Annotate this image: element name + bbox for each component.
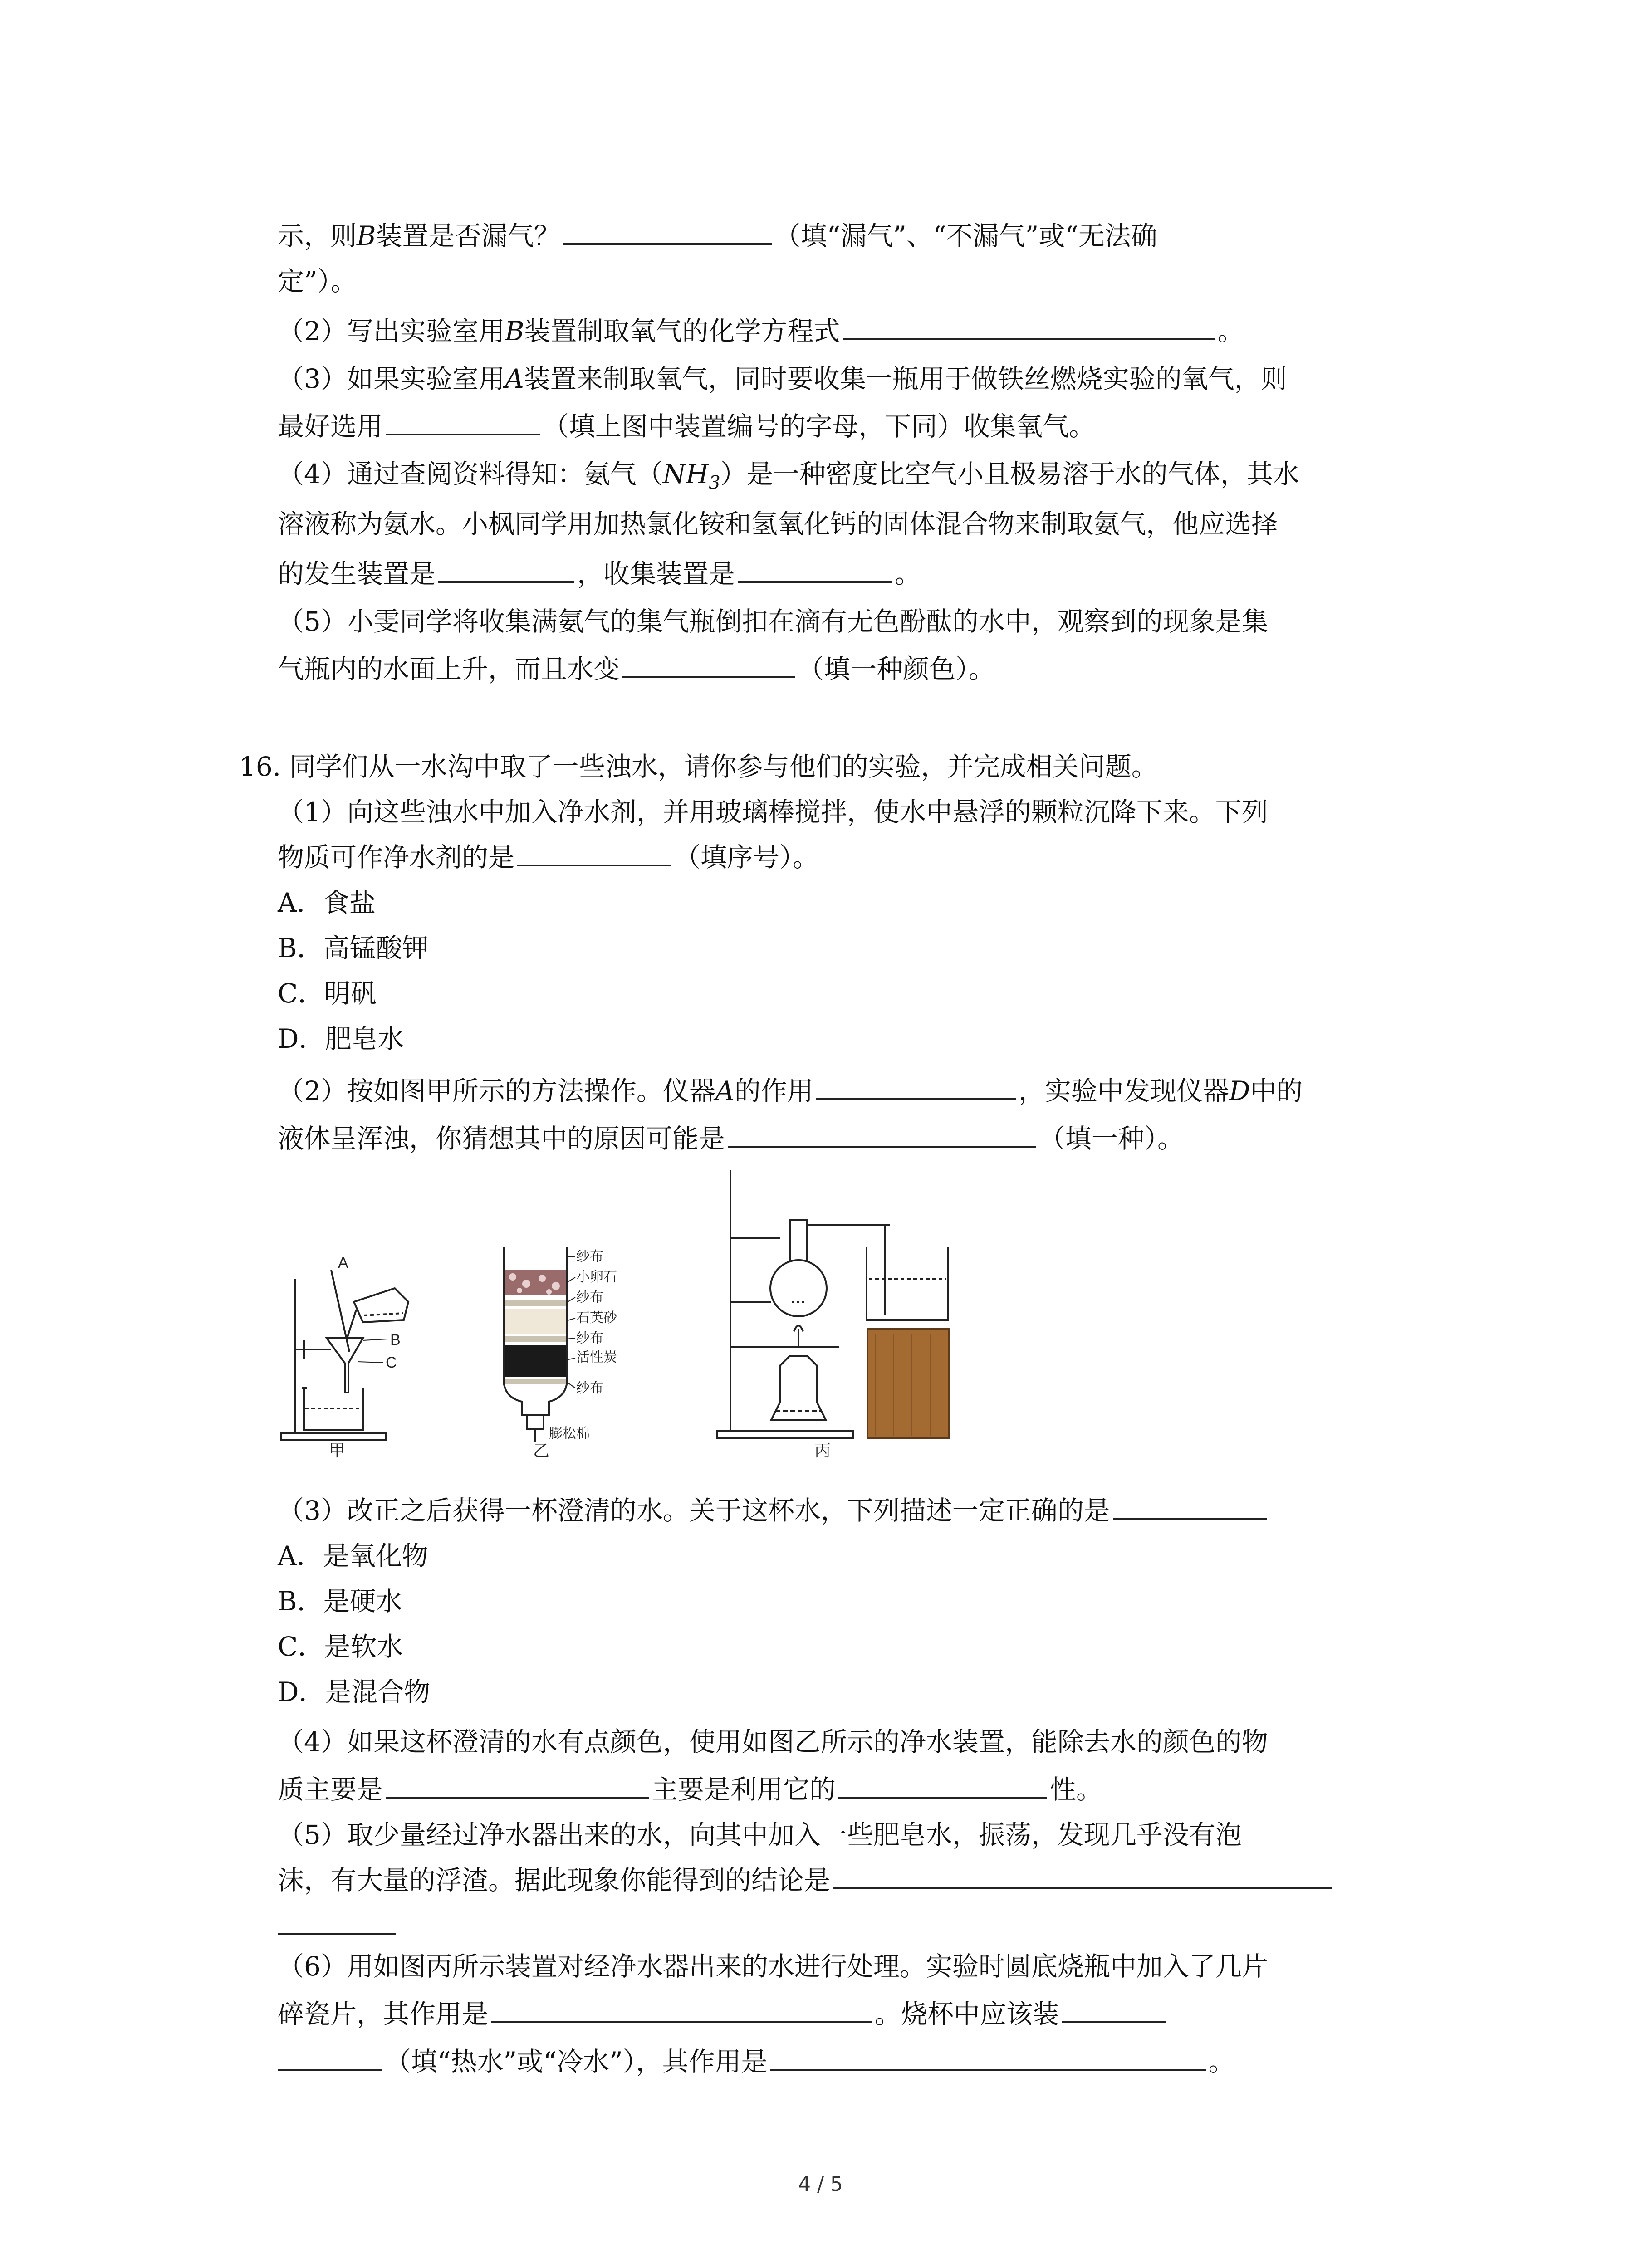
figure-bing-distillation	[712, 1166, 1003, 1447]
q16-stem	[239, 744, 1401, 789]
text: （2）按如图甲所示的方法操作。仪器	[278, 1075, 715, 1106]
figure-bing-caption: 丙	[814, 1442, 831, 1460]
q16-option-d[interactable]	[278, 1016, 1439, 1061]
text: （填“热水”或“冷水”），其作用是	[385, 2046, 768, 2077]
q16-part-4	[278, 1719, 1439, 1765]
answer-blank[interactable]	[491, 1995, 872, 2023]
answer-blank[interactable]	[563, 217, 772, 245]
q16-part-2-line-2	[278, 1116, 1439, 1161]
q15-part-4-line-2	[278, 501, 1439, 547]
answer-blank[interactable]	[622, 650, 795, 678]
q15-part-5	[278, 599, 1439, 644]
answer-blank[interactable]	[278, 2043, 382, 2071]
question-number: 16.	[239, 751, 281, 782]
text: 物质可作净水剂的是	[278, 842, 515, 873]
text: 装置制取氧气的化学方程式	[524, 316, 840, 347]
text: 的作用	[734, 1075, 813, 1106]
option-label: D．肥皂水	[278, 1023, 404, 1054]
text: 装置来制取氧气，同时要收集一瓶用于做铁丝燃烧实验的氧气，则	[524, 363, 1287, 394]
text: 示，则	[278, 220, 357, 251]
text: 。	[1217, 316, 1244, 347]
q16-part-3-option-b[interactable]	[278, 1579, 1439, 1624]
answer-blank[interactable]	[770, 2043, 1206, 2071]
text: （5）小雯同学将收集满氨气的集气瓶倒扣在滴有无色酚酞的水中，观察到的现象是集	[278, 606, 1268, 637]
q16-part-5	[278, 1812, 1439, 1857]
text: （3）改正之后获得一杯澄清的水。关于这杯水，下列描述一定正确的是	[278, 1495, 1110, 1526]
figure-jia-caption: 甲	[329, 1442, 346, 1460]
text: （填一种颜色）。	[798, 654, 995, 684]
q16-option-a[interactable]	[278, 880, 1439, 925]
text: 液体呈浑浊，你猜想其中的原因可能是	[278, 1123, 725, 1154]
answer-blank[interactable]	[816, 1072, 1016, 1100]
text: 质主要是	[278, 1774, 383, 1805]
page-number: 4 / 5	[798, 2173, 843, 2196]
text: 最好选用	[278, 411, 383, 442]
option-label: D．是混合物	[278, 1677, 431, 1707]
q15-line-2	[278, 259, 1439, 304]
answer-blank[interactable]	[838, 1770, 1047, 1799]
text: （6）用如图丙所示装置对经净水器出来的水进行处理。实验时圆底烧瓶中加入了几片	[278, 1951, 1268, 1982]
text: （填“漏气”、“不漏气”或“无法确	[774, 220, 1157, 251]
q16-option-c[interactable]	[278, 971, 1439, 1016]
answer-blank[interactable]	[728, 1119, 1036, 1148]
text: 。	[1208, 2046, 1235, 2077]
q16-part-2	[278, 1068, 1439, 1114]
q15-part-2	[278, 308, 1439, 354]
text: 定”）。	[278, 266, 357, 297]
q16-part-3-option-a[interactable]	[278, 1533, 1439, 1579]
answer-blank[interactable]	[833, 1861, 1332, 1889]
layer-label: 小卵石	[576, 1270, 617, 1285]
q15-part-4	[278, 451, 1439, 506]
answer-blank[interactable]	[438, 555, 574, 583]
q16-option-b[interactable]	[278, 925, 1439, 971]
text: 溶液称为氨水。小枫同学用加热氯化铵和氢氧化钙的固体混合物来制取氨气，他应选择	[278, 508, 1278, 539]
q16-part-3	[278, 1488, 1439, 1533]
instrument-letter: D	[1229, 1075, 1250, 1106]
answer-blank[interactable]	[1062, 1995, 1166, 2023]
q16-part-6-line-2	[278, 1991, 1439, 2037]
text: 性。	[1050, 1774, 1103, 1805]
option-label: B．高锰酸钾	[278, 933, 429, 963]
option-label: C．是软水	[278, 1631, 403, 1662]
figure-yi-caption: 乙	[533, 1442, 550, 1460]
text: 气瓶内的水面上升，而且水变	[278, 654, 620, 684]
text: ）是一种密度比空气小且极易溶于水的气体，其水	[720, 459, 1299, 489]
q15-line-1	[278, 213, 1439, 259]
layer-label: 纱布	[576, 1381, 603, 1396]
answer-blank[interactable]	[386, 407, 540, 435]
q15-part-3-line-2	[278, 404, 1439, 449]
q15-part-4-line-3	[278, 551, 1439, 596]
text: （2）写出实验室用	[278, 316, 505, 347]
text: 中的	[1250, 1075, 1303, 1106]
device-letter: A	[505, 363, 524, 394]
answer-blank[interactable]	[738, 555, 892, 583]
text: （填一种）。	[1039, 1123, 1184, 1154]
q16-part-6-line-3	[278, 2039, 1439, 2084]
figure-jia-filtration	[277, 1243, 440, 1479]
text: （填序号）。	[674, 842, 819, 873]
layer-label: 石英砂	[576, 1310, 617, 1325]
q16-part-6	[278, 1944, 1439, 1989]
q16-part-1	[278, 789, 1439, 835]
device-letter: B	[505, 316, 524, 347]
text: （3）如果实验室用	[278, 363, 505, 394]
figure-yi-purifier	[495, 1243, 690, 1452]
label-b: B	[390, 1331, 401, 1349]
text: ，收集装置是	[577, 558, 735, 589]
text: 碎瓷片，其作用是	[278, 1999, 489, 2029]
text: ，实验中发现仪器	[1018, 1075, 1229, 1106]
layer-label: 纱布	[576, 1331, 603, 1346]
q16-part-5-line-2	[278, 1857, 1439, 1903]
q15-part-3	[278, 356, 1439, 401]
q15-part-5-line-2	[278, 646, 1439, 692]
text: （填上图中装置编号的字母，下同）收集氧气。	[543, 411, 1096, 442]
option-label: B．是硬水	[278, 1586, 402, 1617]
text: 沫，有大量的浮渣。据此现象你能得到的结论是	[278, 1865, 831, 1896]
label-c: C	[386, 1354, 397, 1371]
option-label: A．食盐	[278, 887, 376, 918]
text: 。	[895, 558, 921, 589]
layer-label: 纱布	[576, 1290, 603, 1305]
text: （1）向这些浊水中加入净水剂，并用玻璃棒搅拌，使水中悬浮的颗粒沉降下来。下列	[278, 797, 1268, 827]
layer-label: 纱布	[576, 1249, 603, 1264]
device-letter: B	[357, 220, 376, 251]
layer-label: 膨松棉	[549, 1426, 590, 1441]
text: 的发生装置是	[278, 558, 436, 589]
answer-blank[interactable]	[1113, 1491, 1267, 1520]
formula-subscript: 3	[709, 472, 720, 494]
q16-part-4-line-2	[278, 1767, 1439, 1812]
text: 主要是利用它的	[652, 1774, 836, 1805]
instrument-letter: A	[715, 1075, 735, 1106]
answer-blank[interactable]	[517, 838, 671, 866]
text: 。烧杯中应该装	[875, 1999, 1059, 2029]
q16-part-1-line-2	[278, 835, 1439, 880]
option-label: C．明矾	[278, 978, 377, 1009]
label-a: A	[338, 1254, 348, 1271]
q16-part-3-option-d[interactable]	[278, 1669, 1439, 1715]
text: （5）取少量经过净水器出来的水，向其中加入一些肥皂水，振荡，发现几乎没有泡	[278, 1819, 1242, 1850]
text: （4）通过查阅资料得知：氨气（	[278, 459, 663, 489]
q16-part-3-option-c[interactable]	[278, 1624, 1439, 1669]
answer-blank[interactable]	[386, 1770, 649, 1799]
text: 装置是否漏气？	[376, 220, 560, 251]
option-label: A．是氧化物	[278, 1540, 428, 1571]
formula: NH	[662, 459, 709, 489]
answer-blank[interactable]	[843, 312, 1215, 340]
text: 同学们从一水沟中取了一些浊水，请你参与他们的实验，并完成相关问题。	[289, 751, 1158, 782]
layer-label: 活性炭	[576, 1350, 617, 1365]
text: （4）如果这杯澄清的水有点颜色，使用如图乙所示的净水装置，能除去水的颜色的物	[278, 1726, 1268, 1757]
answer-blank-continued[interactable]	[278, 1933, 396, 1935]
